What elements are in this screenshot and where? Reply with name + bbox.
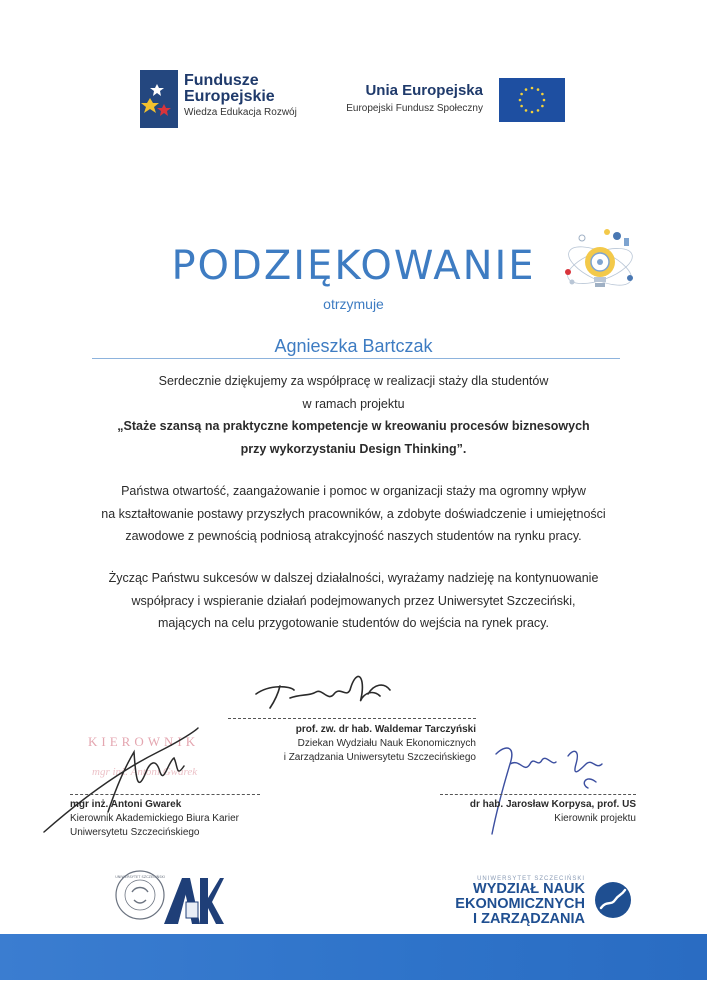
paragraph-line: Serdecznie dziękujemy za współpracę w realizacji staży dla studentów [158,374,549,388]
project-lead-handwritten-signature [476,734,616,844]
thanks-paragraph [60,370,647,460]
dean-signature-block [228,723,476,765]
divider [92,358,620,359]
project-lead-role: Kierownik projektu [554,813,636,824]
fe-logo-text [184,73,297,118]
faculty-logo-line2: I ZARZĄDZANIA [473,911,585,927]
paragraph-line: Życząc Państwu sukcesów w dalszej działalności, wyrażamy nadzieję na kontynuowanie [108,571,599,585]
university-seal-icon [114,866,166,924]
eu-star-icon [541,93,544,96]
career-office-role: Kierownik Akademickiego Biura Karier [70,813,239,824]
project-title-line: przy wykorzystaniu Design Thinking”. [240,441,467,456]
career-office-role: Uniwersytetu Szczecińskiego [70,827,200,838]
project-lead-signature-line [440,794,636,795]
page-title: PODZIĘKOWANIE [171,243,536,289]
career-office-signature-line [70,794,260,795]
paragraph-line: mających na celu przygotowanie studentów do wejścia na rynek pracy. [158,616,549,630]
page-subtitle: otrzymuje [323,296,384,312]
stamp-name: mgr inż. Antoni Gwarek [92,766,198,778]
eu-logo [340,78,565,128]
project-lead-signature-block [440,798,636,826]
eu-star-icon [543,99,546,102]
project-lead-name: dr hab. Jarosław Korpysa, prof. US [469,799,636,810]
career-office-name: mgr inż. Antoni Gwarek [70,799,182,810]
dean-handwritten-signature [250,668,400,716]
fe-logo-line1: Fundusze [184,72,259,89]
faculty-logo-text [358,882,585,927]
paragraph-line: współpracy i wspieranie działań podejmowanych przez Uniwersytet Szczeciński, [131,593,576,608]
faculty-growth-icon [593,880,633,920]
eu-flag-icon [499,78,565,122]
eu-logo-text [346,82,483,114]
seal-text: UNIWERSYTET SZCZECIŃSKI [115,875,165,879]
footer-band [0,934,707,980]
university-career-office-logo [114,866,224,926]
stamp-title: KIEROWNIK [88,734,200,749]
impact-paragraph [60,480,647,548]
abk-logo-icon [164,874,224,926]
eu-star-icon [537,88,540,91]
fe-flag-icon [140,70,178,128]
dean-signature-line [228,718,476,719]
fe-logo-tagline: Wiedza Edukacja Rozwój [184,107,297,118]
eu-star-icon [525,88,528,91]
paragraph-line: Państwa otwartość, zaangażowanie i pomoc w organizacji staży ma ogromny wpływ [121,484,586,498]
recipient-name: Agnieszka Bartczak [274,336,433,356]
eu-logo-fund: Europejski Fundusz Społeczny [346,103,483,114]
eu-star-icon [531,87,534,90]
dean-role: Dziekan Wydziału Nauk Ekonomicznych [297,738,476,749]
eu-star-icon [520,93,523,96]
faculty-logo-university: UNIWERSYTET SZCZECIŃSKI [477,876,585,882]
eu-star-icon [531,111,534,114]
eu-star-icon [520,105,523,108]
fundusze-europejskie-logo [140,70,310,132]
eu-star-icon [519,99,522,102]
faculty-logo-line1: WYDZIAŁ NAUK EKONOMICZNYCH [455,881,585,912]
eu-star-icon [525,109,528,112]
career-office-signature-block [70,798,260,840]
dean-role: i Zarządzania Uniwersytetu Szczecińskiego [283,752,476,763]
paragraph-line: na kształtowanie postawy przyszłych pracowników, a zdobyte doświadczenie i umiejętności [101,506,606,521]
paragraph-line: zawodowe z pewnością podniosą atrakcyjność naszych studentów na rynku pracy. [125,529,582,543]
faculty-logo [358,876,633,926]
paragraph-line: w ramach projektu [302,396,405,411]
fe-logo-line2: Europejskie [184,88,275,105]
eu-star-icon [537,109,540,112]
eu-logo-name: Unia Europejska [365,82,483,99]
dean-name: prof. zw. dr hab. Waldemar Tarczyński [295,724,476,735]
wishes-paragraph [60,567,647,635]
eu-star-icon [541,105,544,108]
lightbulb-icon [560,226,640,302]
project-title-line: „Staże szansą na praktyczne kompetencje w kreowaniu procesów biznesowych [117,419,590,433]
